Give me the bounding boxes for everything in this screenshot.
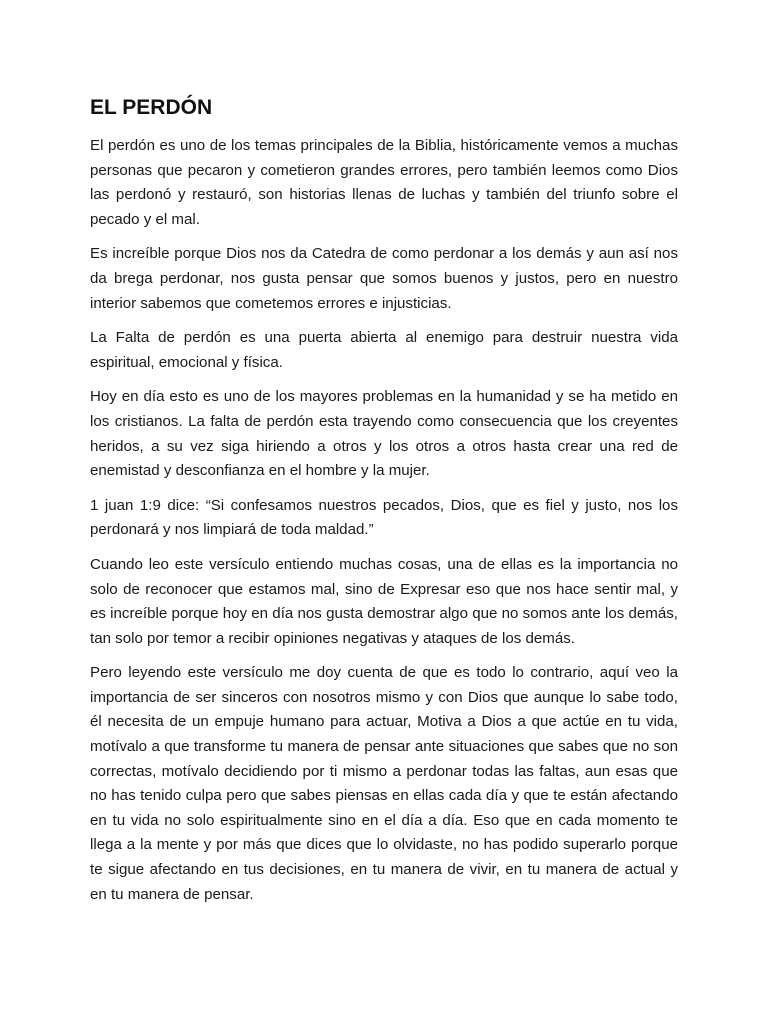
paragraph-problem-today: Hoy en día esto es uno de los mayores problemas en la humanidad y se ha metido en los cristianos. La falta de perdón esta trayendo como consecuencia que los creyentes heridos, a su vez siga hiriendo a otros y los otros a otros hasta crear una red de enemistad y desconfianza en el hombre y la mujer. [90, 388, 678, 480]
document-page [90, 94, 678, 907]
paragraph-god-teaches: Es increíble porque Dios nos da Catedra de como perdonar a los demás y aun así nos da brega perdonar, nos gusta pensar que somos buenos y justos, pero en nuestro interior sabemos que cometemos errores e injusticias. [90, 245, 678, 312]
paragraph-intro: El perdón es uno de los temas principales de la Biblia, históricamente vemos a muchas personas que pecaron y cometieron grandes errores, pero también leemos como Dios las perdonó y restauró, son historias llenas de luchas y también del triunfo sobre el pecado y el mal. [90, 137, 678, 228]
paragraph-bible-verse: 1 juan 1:9 dice: “Si confesamos nuestros pecados, Dios, que es fiel y justo, nos los perdonará y nos limpiará de toda maldad.” [90, 496, 678, 539]
paragraph-lack-of-forgiveness: La Falta de perdón es una puerta abierta al enemigo para destruir nuestra vida espiritual, emocional y física. [90, 329, 678, 371]
paragraph-reflection: Cuando leo este versículo entiendo muchas cosas, una de ellas es la importancia no solo de reconocer que estamos mal, sino de Expresar eso que nos hace sentir mal, y es increíble porque hoy en día nos gusta demostrar algo que no somos ante los demás, tan solo por temor a recibir opiniones negativas y ataques de los demás. [90, 555, 678, 647]
document-title: EL PERDÓN [90, 96, 213, 119]
paragraph-conclusion: Pero leyendo este versículo me doy cuenta de que es todo lo contrario, aquí veo la importancia de ser sinceros con nosotros mismo y con Dios que aunque lo sabe todo, él necesita de un empuje humano para actuar, Motiva a Dios a que actúe en tu vida, motívalo a que transforme tu manera de pensar ante situaciones que sabes que no son correctas, motívalo decidiendo por ti mismo a perdonar todas las faltas, aun esas que no has tenido culpa pero que sabes piensas en ellas cada día y que te están afectando en tu vida no solo espiritualmente sino en el día a día. Eso que en cada momento te llega a la mente y por más que dices que lo olvidaste, no has podido superarlo porque te sigue afectando en tus decisiones, en tu manera de vivir, en tu manera de actual y en tu manera de pensar. [90, 664, 678, 903]
